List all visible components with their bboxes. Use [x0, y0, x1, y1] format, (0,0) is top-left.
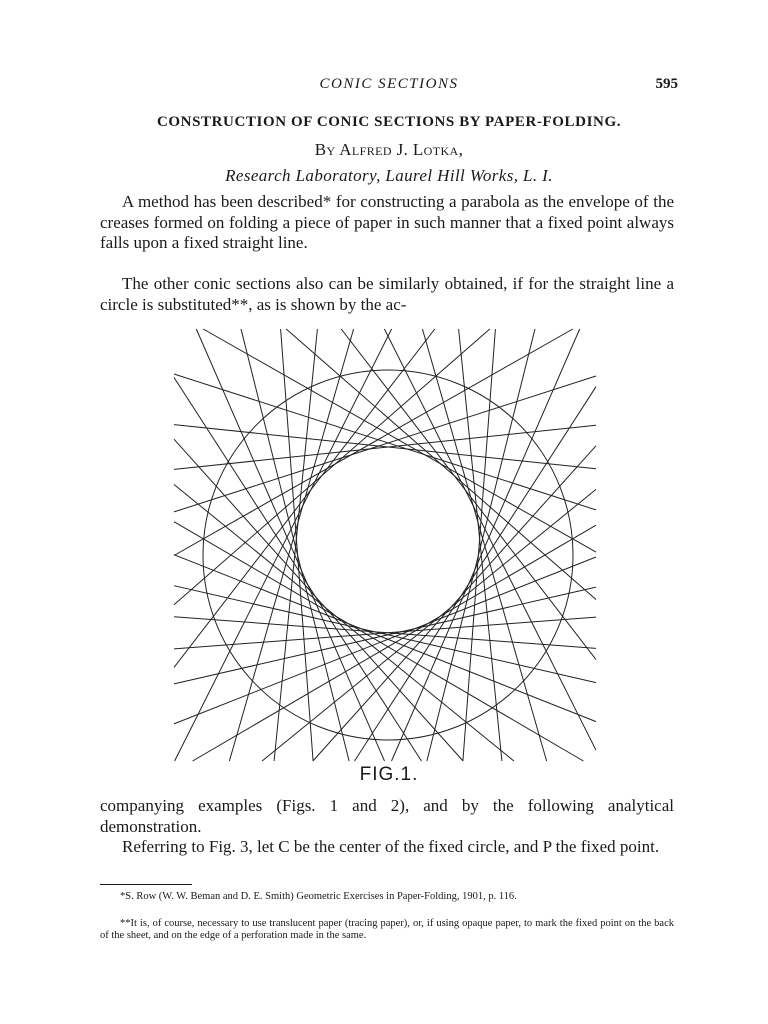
page-number: 595 — [655, 76, 678, 92]
article-title: CONSTRUCTION OF CONIC SECTIONS BY PAPER-FOLDING. — [156, 114, 622, 130]
crease-line — [203, 329, 596, 552]
crease-line — [174, 329, 573, 556]
crease-line — [355, 387, 597, 761]
crease-line — [174, 522, 583, 761]
figure-caption: FIG.1. — [359, 764, 419, 785]
paragraph-2: The other conic sections also can be similarly obtained, if for the straight line a circle is substituted**, as is shown by the ac- — [100, 274, 674, 314]
crease-diagram — [170, 325, 600, 765]
footnote-1: *S. Row (W. W. Beman and D. E. Smith) Geometric Exercises in Paper-Folding, 1901, p. 116. — [120, 891, 517, 902]
crease-line — [174, 557, 596, 724]
crease-line — [196, 329, 384, 761]
running-title: CONIC SECTIONS — [319, 76, 459, 92]
crease-line — [392, 329, 580, 761]
running-head — [100, 76, 678, 100]
footnote-rule — [100, 884, 192, 885]
crease-line — [174, 376, 596, 512]
crease-line — [274, 329, 317, 761]
crease-line — [175, 329, 392, 761]
crease-line — [174, 329, 435, 667]
paragraph-1: A method has been described* for constructing a parabola as the envelope of the creases formed on folding a piece of paper in such manner that a fixed point always falls upon a fixed straight line. — [100, 192, 674, 252]
crease-line — [174, 425, 596, 469]
figure-ellipse-envelope — [170, 325, 600, 765]
paragraph-4: Referring to Fig. 3, let C be the center of the fixed circle, and P the fixed point. — [122, 837, 660, 856]
crease-line — [174, 329, 490, 605]
affiliation: Research Laboratory, Laurel Hill Works, L. I. — [225, 166, 553, 185]
crease-line — [174, 439, 463, 761]
crease-line — [174, 586, 596, 683]
paragraph-3: companying examples (Figs. 1 and 2), and by the following analytical demonstration. — [100, 796, 674, 836]
crease-line — [241, 329, 349, 761]
crease-line — [459, 329, 502, 761]
byline: By Alfred J. Lotka, — [314, 140, 464, 159]
crease-line — [313, 446, 596, 761]
footnote-2: **It is, of course, necessary to use translucent paper (tracing paper), or, if using opaque paper, to mark the fixed point on the back of the sheet, and on the edge of a perforation made in the same. — [100, 918, 674, 941]
crease-line — [174, 555, 596, 722]
fixed-circle — [203, 370, 573, 740]
crease-line — [427, 329, 535, 761]
